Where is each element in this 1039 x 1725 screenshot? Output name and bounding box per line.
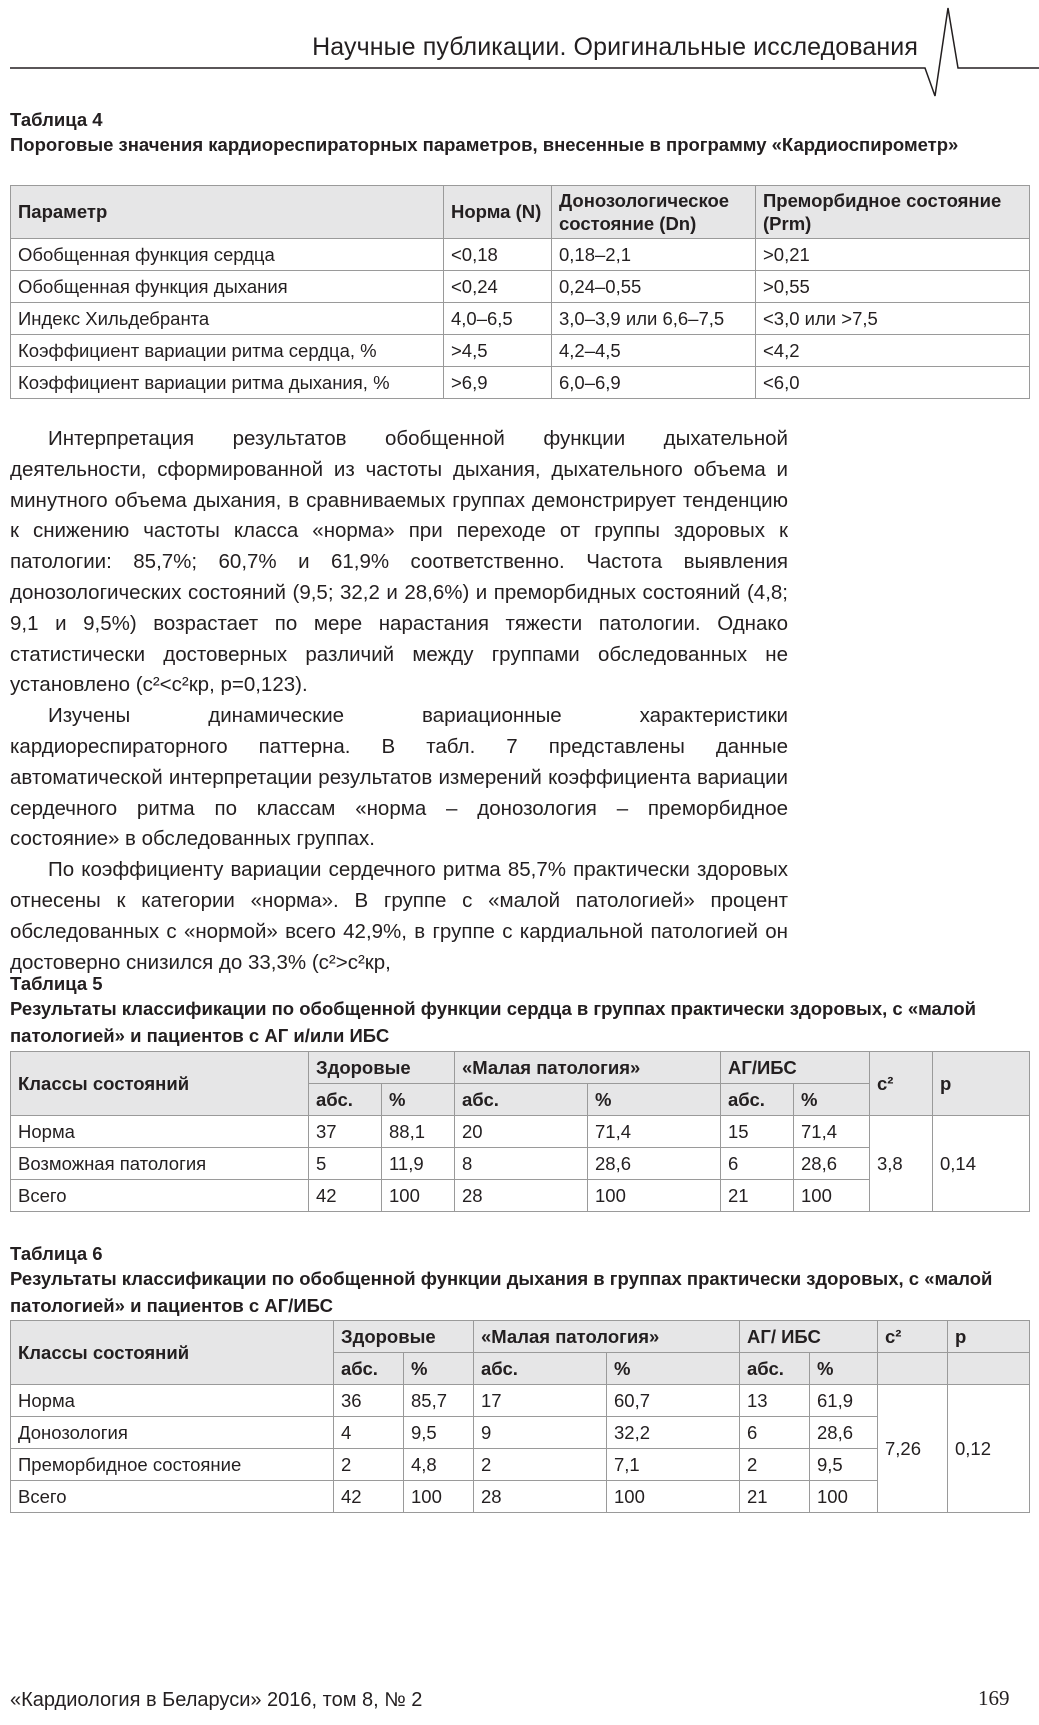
paragraph-1: Интерпретация результатов обобщенной функции дыхательной деятельности, сформированной из частоты дыхания, дыхательного объема и минутного объема дыхания, в сравниваемых группах демонстрирует тенденцию к снижению частоты класса «норма» при переходе от группы здоровых к патологии: 85,7%; 60,7% и 61,9% соответственно. Частота выявления донозологических состояний (9,5; 32,2 и 28,6%) и преморбидных состояний (4,8; 9,1 и 9,5%) возрастает по мере нарастания тяжести патологии. Однако статистически достоверных различий между группами обследованных не установлено (c²<c²кр, p=0,123). xyxy=(10,427,788,697)
table-cell: 4 xyxy=(334,1417,404,1449)
table5-header-group-healthy: Здоровые xyxy=(309,1052,455,1084)
table-cell: >0,55 xyxy=(756,271,1030,303)
table5-header-group-minor: «Малая патология» xyxy=(455,1052,721,1084)
table-cell: 3,0–3,9 или 6,6–7,5 xyxy=(552,303,756,335)
table-cell: 100 xyxy=(382,1180,455,1212)
table-cell: Всего xyxy=(11,1481,334,1513)
table6-header-class: Классы состояний xyxy=(11,1321,334,1385)
table-cell: 100 xyxy=(607,1481,740,1513)
table-row xyxy=(11,335,1030,367)
table6-subheader-empty xyxy=(878,1353,948,1385)
table-cell: 9,5 xyxy=(810,1449,878,1481)
table6-subheader: абс. xyxy=(334,1353,404,1385)
table-row xyxy=(11,367,1030,399)
table6-header-group-ag: АГ/ ИБС xyxy=(740,1321,878,1353)
table6-header-group-minor: «Малая патология» xyxy=(474,1321,740,1353)
table-cell: Коэффициент вариации ритма дыхания, % xyxy=(11,367,444,399)
table-cell: 2 xyxy=(334,1449,404,1481)
table-cell: 28,6 xyxy=(810,1417,878,1449)
table-cell: 2 xyxy=(474,1449,607,1481)
table-cell: 28 xyxy=(455,1180,588,1212)
table5-subheader: % xyxy=(794,1084,870,1116)
table5-subheader: абс. xyxy=(721,1084,794,1116)
table-cell: 0,24–0,55 xyxy=(552,271,756,303)
table4-header-param: Параметр xyxy=(11,186,444,239)
table-cell: 5 xyxy=(309,1148,382,1180)
table6-header-chi: c² xyxy=(878,1321,948,1353)
table-cell: Донозология xyxy=(11,1417,334,1449)
table-cell: 6 xyxy=(740,1417,810,1449)
paragraph-2: Изучены динамические вариационные характеристики кардиореспираторного паттерна. В табл. 7 представлены данные автоматической интерпретации результатов измерений коэффициента вариации сердечного ритма по классам «норма – донозология – преморбидное состояние» в обследованных группах. xyxy=(10,704,788,851)
table-cell: 100 xyxy=(588,1180,721,1212)
table4-caption: Пороговые значения кардиореспираторных параметров, внесенные в программу «Кардиоспирометр» xyxy=(10,134,959,155)
table-cell: <0,24 xyxy=(444,271,552,303)
table-cell: Всего xyxy=(11,1180,309,1212)
table-cell: Обобщенная функция дыхания xyxy=(11,271,444,303)
table-cell: 9 xyxy=(474,1417,607,1449)
table-cell: 21 xyxy=(721,1180,794,1212)
table-cell: <4,2 xyxy=(756,335,1030,367)
table5-chi-value: 3,8 xyxy=(870,1116,933,1212)
table-cell: 100 xyxy=(810,1481,878,1513)
table-cell: 71,4 xyxy=(794,1116,870,1148)
table-cell: 60,7 xyxy=(607,1385,740,1417)
table-cell: Коэффициент вариации ритма сердца, % xyxy=(11,335,444,367)
journal-citation: «Кардиология в Беларуси» 2016, том 8, № 2 xyxy=(10,1689,423,1711)
table-cell: 28,6 xyxy=(588,1148,721,1180)
table6-chi-value: 7,26 xyxy=(878,1385,948,1513)
table-cell: 61,9 xyxy=(810,1385,878,1417)
table-row xyxy=(11,1417,1030,1449)
table5-caption: Результаты классификации по обобщенной функции сердца в группах практически здоровых, с «малой патологией» и пациентов с АГ и/или ИБС xyxy=(10,998,977,1046)
table5-subheader: % xyxy=(382,1084,455,1116)
table6-header-group-healthy: Здоровые xyxy=(334,1321,474,1353)
table-cell: >4,5 xyxy=(444,335,552,367)
table-cell: >6,9 xyxy=(444,367,552,399)
table-row xyxy=(11,1449,1030,1481)
paragraph-3: По коэффициенту вариации сердечного ритма 85,7% практически здоровых отнесены к категории «норма». В группе с «малой патологией» процент обследованных с «нормой» всего 42,9%, в группе с кардиальной патологией он достоверно снизился до 33,3% (c²>c²кр, xyxy=(10,858,788,974)
table-cell: 100 xyxy=(404,1481,474,1513)
table5-subheader: % xyxy=(588,1084,721,1116)
table5-header-class: Классы состояний xyxy=(11,1052,309,1116)
table5-header-chi: c² xyxy=(870,1052,933,1116)
table6-subheader: абс. xyxy=(474,1353,607,1385)
table-cell: 4,8 xyxy=(404,1449,474,1481)
table6-caption: Результаты классификации по обобщенной функции дыхания в группах практически здоровых, с «малой патологией» и пациентов с АГ/ИБС xyxy=(10,1268,993,1316)
table-cell: Индекс Хильдебранта xyxy=(11,303,444,335)
table5-p-value: 0,14 xyxy=(933,1116,1030,1212)
table6 xyxy=(10,1320,1030,1513)
table-cell: 8 xyxy=(455,1148,588,1180)
table-cell: Обобщенная функция сердца xyxy=(11,239,444,271)
table-cell: 9,5 xyxy=(404,1417,474,1449)
table-cell: 2 xyxy=(740,1449,810,1481)
table-cell: Норма xyxy=(11,1116,309,1148)
table6-label: Таблица 6 xyxy=(10,1243,103,1264)
table-cell: 4,0–6,5 xyxy=(444,303,552,335)
table-cell: 42 xyxy=(334,1481,404,1513)
table-cell: 37 xyxy=(309,1116,382,1148)
body-text xyxy=(10,424,788,978)
table-cell: >0,21 xyxy=(756,239,1030,271)
table-row xyxy=(11,1385,1030,1417)
table6-subheader: % xyxy=(607,1353,740,1385)
table5-subheader: абс. xyxy=(455,1084,588,1116)
table-cell: 7,1 xyxy=(607,1449,740,1481)
table6-subheader: абс. xyxy=(740,1353,810,1385)
table-cell: 4,2–4,5 xyxy=(552,335,756,367)
table-cell: Преморбидное состояние xyxy=(11,1449,334,1481)
table-cell: 17 xyxy=(474,1385,607,1417)
table-cell: Норма xyxy=(11,1385,334,1417)
table4-header-prm: Преморбидное состояние (Prm) xyxy=(756,186,1030,239)
table5 xyxy=(10,1051,1030,1212)
table6-subheader: % xyxy=(404,1353,474,1385)
table-cell: 36 xyxy=(334,1385,404,1417)
table-cell: 15 xyxy=(721,1116,794,1148)
table5-subheader: абс. xyxy=(309,1084,382,1116)
table-cell: 13 xyxy=(740,1385,810,1417)
table-cell: 20 xyxy=(455,1116,588,1148)
table-cell: 71,4 xyxy=(588,1116,721,1148)
table-row xyxy=(11,1116,1030,1148)
table4-label: Таблица 4 xyxy=(10,109,103,130)
table-cell: 28,6 xyxy=(794,1148,870,1180)
table5-header-group-ag: АГ/ИБС xyxy=(721,1052,870,1084)
table-cell: 6 xyxy=(721,1148,794,1180)
table4-header-norm: Норма (N) xyxy=(444,186,552,239)
table-cell: <6,0 xyxy=(756,367,1030,399)
running-header: Научные публикации. Оригинальные исследования xyxy=(312,33,918,61)
table4-header-dn: Донозологическое состояние (Dn) xyxy=(552,186,756,239)
table-cell: 32,2 xyxy=(607,1417,740,1449)
table6-subheader: % xyxy=(810,1353,878,1385)
table-cell: 28 xyxy=(474,1481,607,1513)
table5-header-p: p xyxy=(933,1052,1030,1116)
table6-p-value: 0,12 xyxy=(948,1385,1030,1513)
table-cell: <0,18 xyxy=(444,239,552,271)
table6-subheader-empty xyxy=(948,1353,1030,1385)
table-cell: 42 xyxy=(309,1180,382,1212)
table-cell: <3,0 или >7,5 xyxy=(756,303,1030,335)
table-row xyxy=(11,303,1030,335)
page-number: 169 xyxy=(978,1686,1010,1710)
table-cell: 11,9 xyxy=(382,1148,455,1180)
table-cell: 0,18–2,1 xyxy=(552,239,756,271)
table-cell: 85,7 xyxy=(404,1385,474,1417)
table-cell: 21 xyxy=(740,1481,810,1513)
table-cell: 100 xyxy=(794,1180,870,1212)
table6-header-p: p xyxy=(948,1321,1030,1353)
table-cell: 6,0–6,9 xyxy=(552,367,756,399)
table-cell: 88,1 xyxy=(382,1116,455,1148)
table-row xyxy=(11,239,1030,271)
table-cell: Возможная патология xyxy=(11,1148,309,1180)
table5-label: Таблица 5 xyxy=(10,973,103,994)
table-row xyxy=(11,271,1030,303)
table4 xyxy=(10,185,1030,399)
table-row xyxy=(11,1481,1030,1513)
